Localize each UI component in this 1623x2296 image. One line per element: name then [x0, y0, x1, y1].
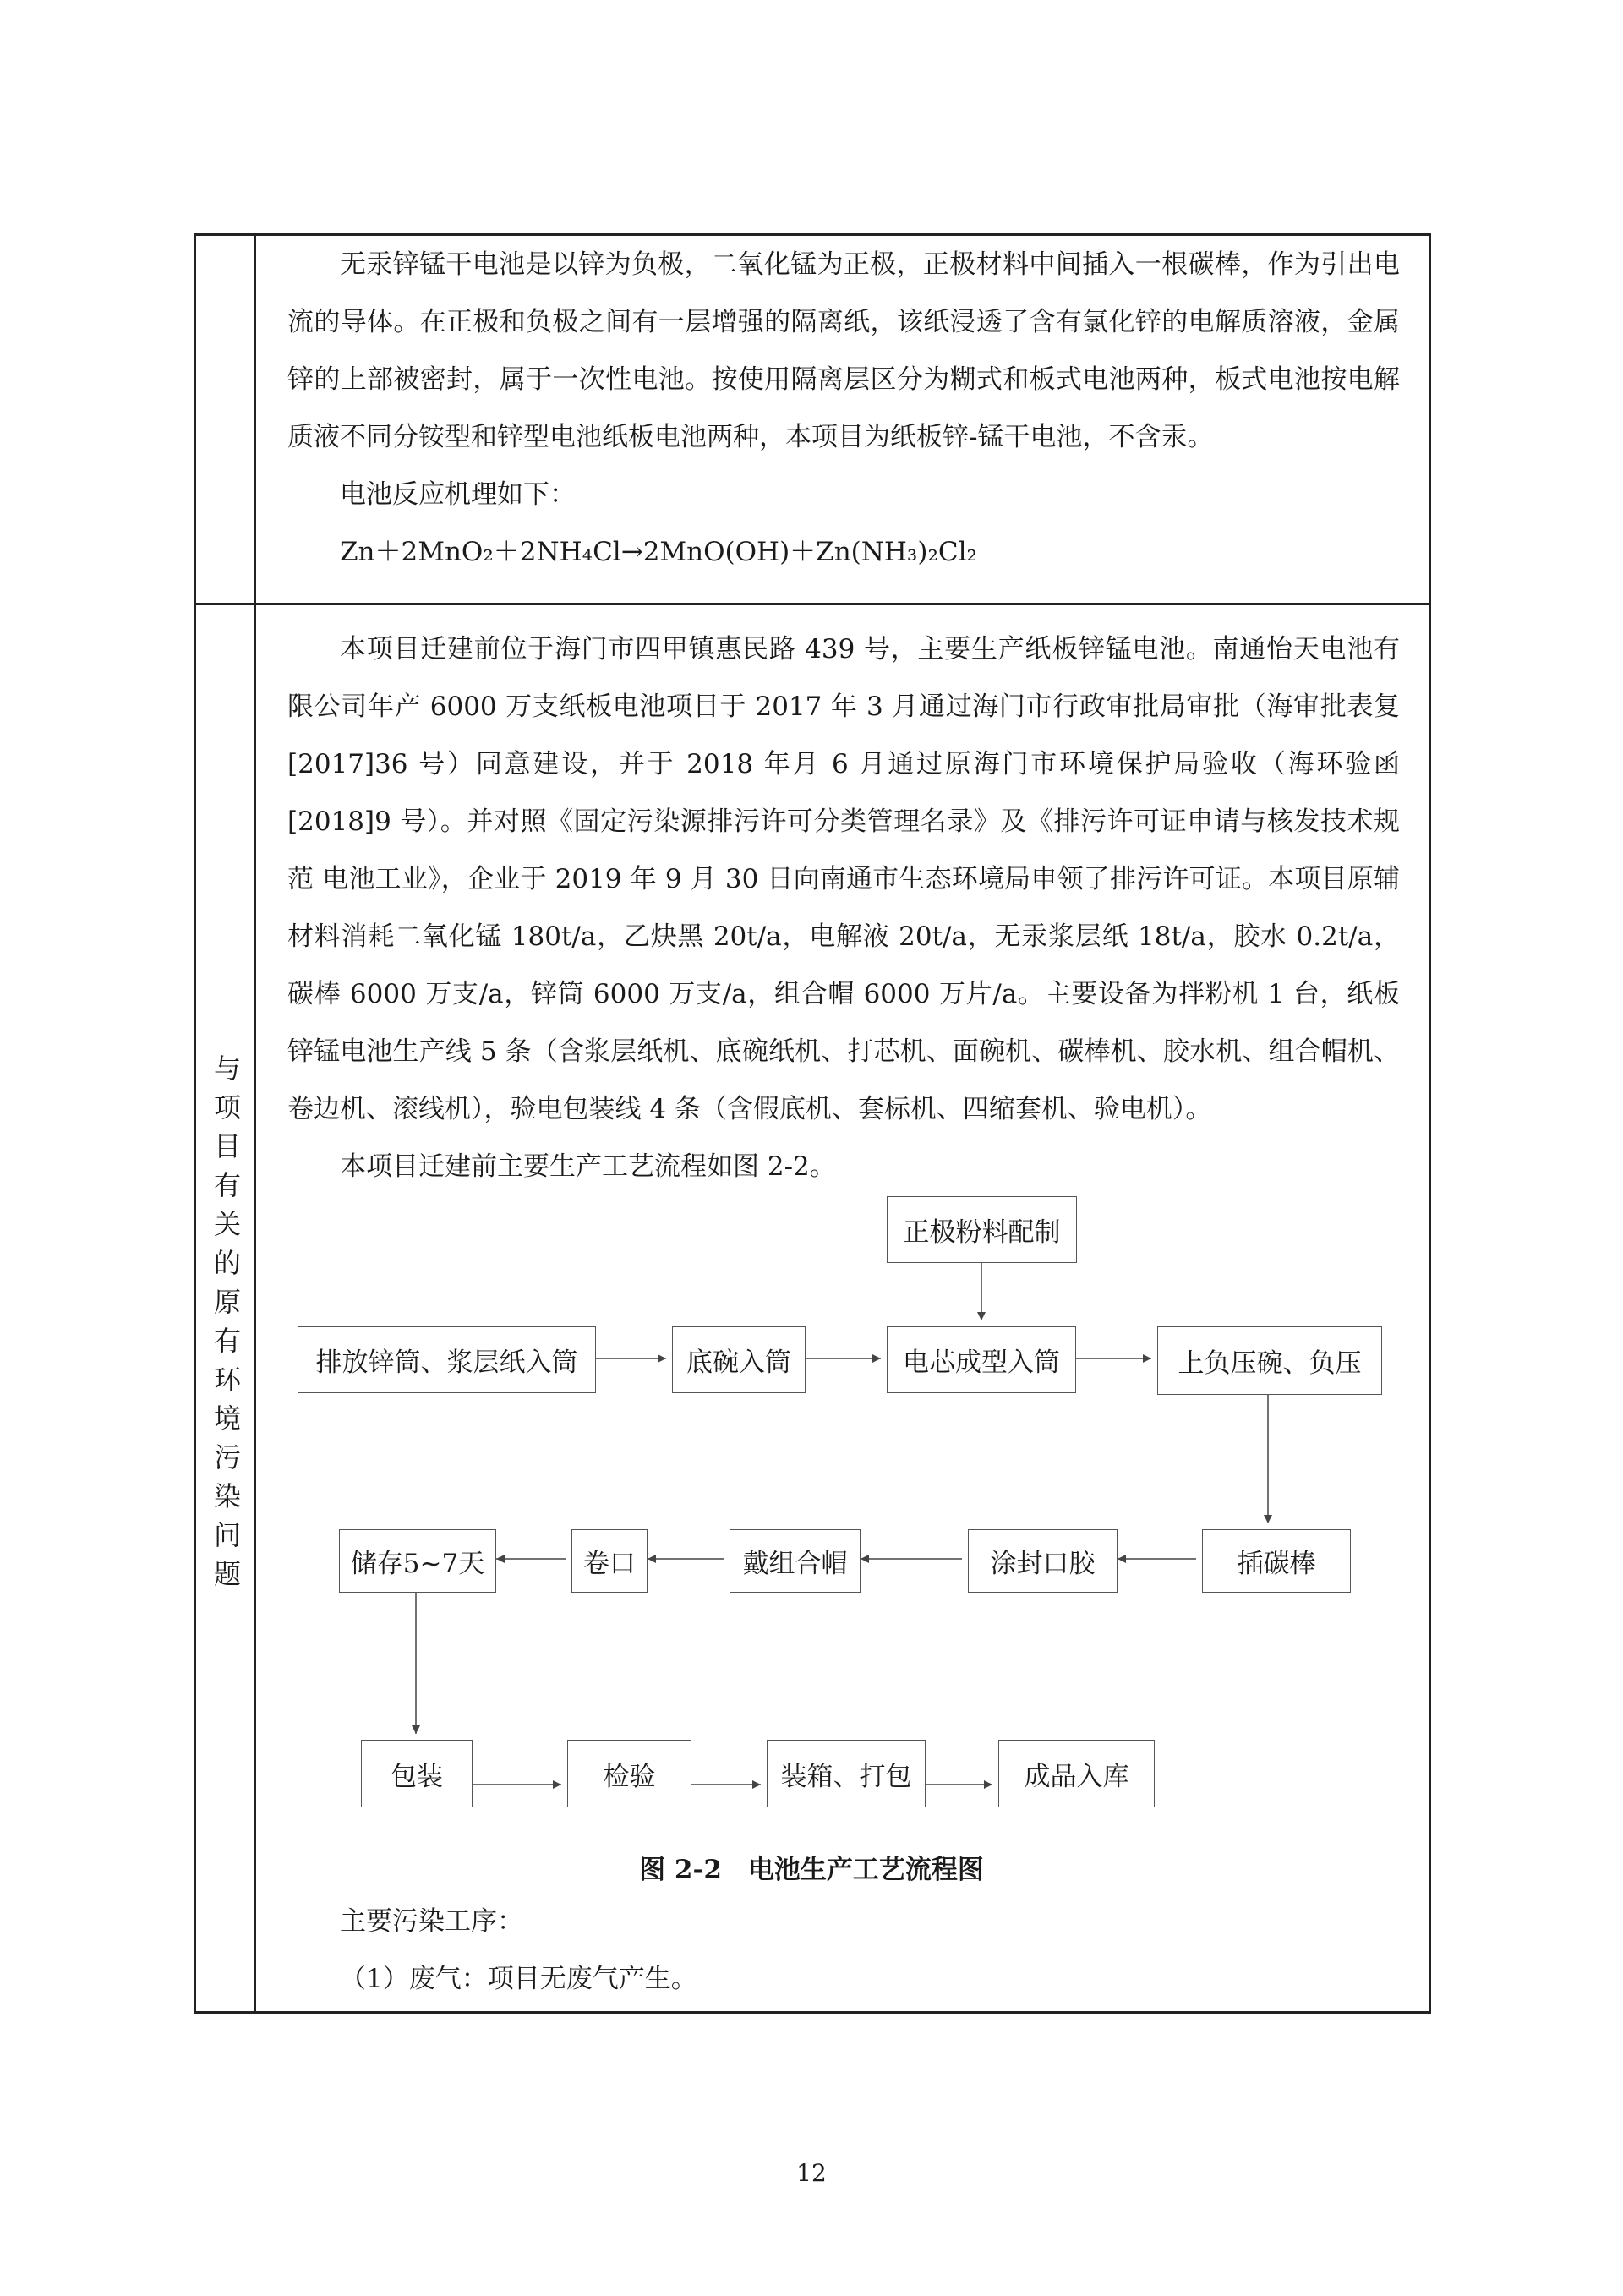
battery-description: 无汞锌锰干电池是以锌为负极，二氧化锰为正极，正极材料中间插入一根碳棒，作为引出电流的导体。在正极和负极之间有一层增强的隔离纸，该纸浸透了含有氯化锌的电解质溶液，金属锌的上部被密封，属于一次性电池。按使用隔离层区分为糊式和板式电池两种，板式电池按电解质液不同分铵型和锌型电池纸板电池两种，本项目为纸板锌-锰干电池，不含汞。: [287, 249, 1400, 452]
flow-intro-paragraph: 本项目迁建前主要生产工艺流程如图 2-2。: [340, 1151, 836, 1182]
node-crimp: 卷口: [571, 1529, 648, 1593]
node-boxing: 装箱、打包: [767, 1740, 926, 1807]
row-label-char: 污: [213, 1441, 241, 1473]
node-packaging: 包装: [361, 1740, 473, 1807]
node-inspection: 检验: [567, 1740, 691, 1807]
figure-caption: 图 2-2 电池生产工艺流程图: [639, 1855, 984, 1885]
node-insert-carbon-rod: 插碳棒: [1202, 1529, 1351, 1593]
reaction-formula: Zn＋2MnO₂＋2NH₄Cl→2MnO(OH)＋Zn(NH₃)₂Cl₂: [340, 537, 977, 567]
waste-gas-item: （1）废气：项目无废气产生。: [340, 1964, 697, 1994]
node-seal-glue: 涂封口胶: [968, 1529, 1118, 1593]
node-bottom-bowl: 底碗入筒: [672, 1326, 806, 1393]
node-warehouse: 成品入库: [998, 1740, 1155, 1807]
project-history-paragraph: 本项目迁建前位于海门市四甲镇惠民路 439 号，主要生产纸板锌锰电池。南通怡天电池有限公司年产 6000 万支纸板电池项目于 2017 年 3 月通过海门市行政审批局审批（海审批表复[2017]36 号）同意建设，并于 2018 年月 6 月通过原海门市环境保护局验收（海环验函[2018]9 号）。并对照《固定污染源排污许可分类管理名录》及《排污许可证申请与核发技术规范 电池工业》，企业于 2019 年 9 月 30 日向南通市生态环境局申领了排污许可证。本项目原辅材料消耗二氧化锰 180t/a，乙炔黑 20t/a，电解液 20t/a，无汞浆层纸 18t/a，胶水 0.2t/a，碳棒 6000 万支/a，锌筒 6000 万支/a，组合帽 6000 万片/a。主要设备为拌粉机 1 台，纸板锌锰电池生产线 5 条（含浆层纸机、底碗纸机、打芯机、面碗机、碳棒机、胶水机、组合帽机、卷边机、滚线机），验电包装线 4 条（含假底机、套标机、四缩套机、验电机）。: [287, 634, 1400, 1124]
row-label-char: 项: [213, 1091, 241, 1123]
node-place-zinc-can: 排放锌筒、浆层纸入筒: [298, 1326, 596, 1393]
row-label-char: 关: [213, 1208, 241, 1240]
node-press-bowl: 上负压碗、负压: [1157, 1326, 1382, 1395]
row-label-char: 境: [213, 1402, 241, 1435]
row-label-char: 环: [213, 1364, 241, 1396]
row-label-char: 题: [213, 1558, 241, 1590]
reaction-intro: 电池反应机理如下：: [340, 479, 576, 510]
row-label-char: 有: [213, 1325, 241, 1357]
node-fit-cap: 戴组合帽: [730, 1529, 861, 1593]
pollution-process-heading: 主要污染工序：: [340, 1906, 523, 1937]
row-label-char: 原: [213, 1286, 241, 1318]
row-label-char: 的: [213, 1247, 241, 1279]
node-storage: 储存5~7天: [339, 1529, 496, 1593]
row-label-char: 问: [213, 1519, 241, 1551]
row-label-char: 与: [213, 1052, 241, 1085]
row-label-char: 有: [213, 1169, 241, 1201]
node-cell-core-forming: 电芯成型入筒: [887, 1326, 1076, 1393]
row-label-char: 目: [213, 1130, 241, 1162]
page-number: 12: [796, 2159, 827, 2187]
row-label-char: 染: [213, 1480, 241, 1512]
node-cathode-powder: 正极粉料配制: [887, 1196, 1077, 1263]
